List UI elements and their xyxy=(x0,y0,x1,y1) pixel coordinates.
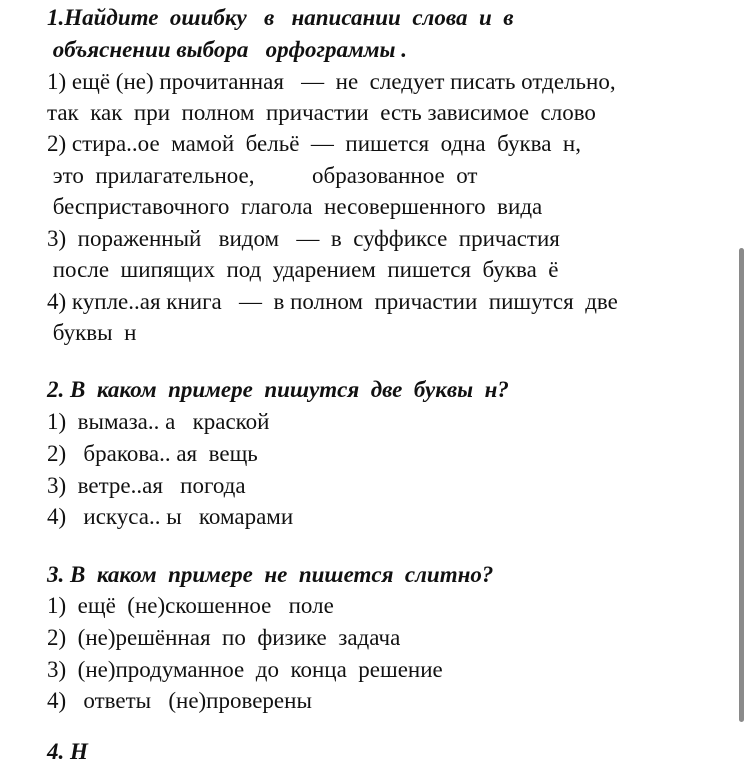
question-2-option: 3) ветре..ая погода xyxy=(47,473,246,498)
question-3-option: 3) (не)продуманное до конца решение xyxy=(47,657,443,682)
question-3-option: 1) ещё (не)скошенное поле xyxy=(47,593,334,618)
question-1-line: 2) стира..ое мамой бельё — пишется одна буква н, xyxy=(47,131,581,156)
question-1-title: объяснении выбора орфограммы . xyxy=(47,37,407,62)
question-1-line: 1) ещё (не) прочитанная — не следует писать отдельно, xyxy=(47,69,616,94)
question-3-title: 3. В каком примере не пишется слитно? xyxy=(47,562,494,587)
question-3-option: 2) (не)решённая по физике задача xyxy=(47,625,401,650)
question-1-line: это прилагательное, образованное от xyxy=(47,163,478,188)
question-1-line: буквы н xyxy=(47,320,137,345)
question-1-line: 4) купле..ая книга — в полном причастии пишутся две xyxy=(47,289,618,314)
question-1-title: 1.Найдите ошибку в написании слова и в xyxy=(47,5,514,30)
question-1-line: 3) пораженный видом — в суффиксе причастия xyxy=(47,226,560,251)
question-2-option: 1) вымаза.. а краской xyxy=(47,409,270,434)
question-1-line: бесприставочного глагола несовершенного вида xyxy=(47,194,543,219)
question-2-option: 4) искуса.. ы комарами xyxy=(47,504,294,529)
question-2-title: 2. В каком примере пишутся две буквы н? xyxy=(47,377,509,402)
question-1-line: после шипящих под ударением пишется буква ё xyxy=(47,257,559,282)
question-2-option: 2) бракова.. ая вещь xyxy=(47,441,258,466)
vertical-scrollbar[interactable] xyxy=(739,248,744,722)
question-1-line: так как при полном причастии есть зависимое слово xyxy=(47,100,596,125)
question-4-title-partial: 4. Н xyxy=(47,739,88,764)
question-3-option: 4) ответы (не)проверены xyxy=(47,688,312,713)
